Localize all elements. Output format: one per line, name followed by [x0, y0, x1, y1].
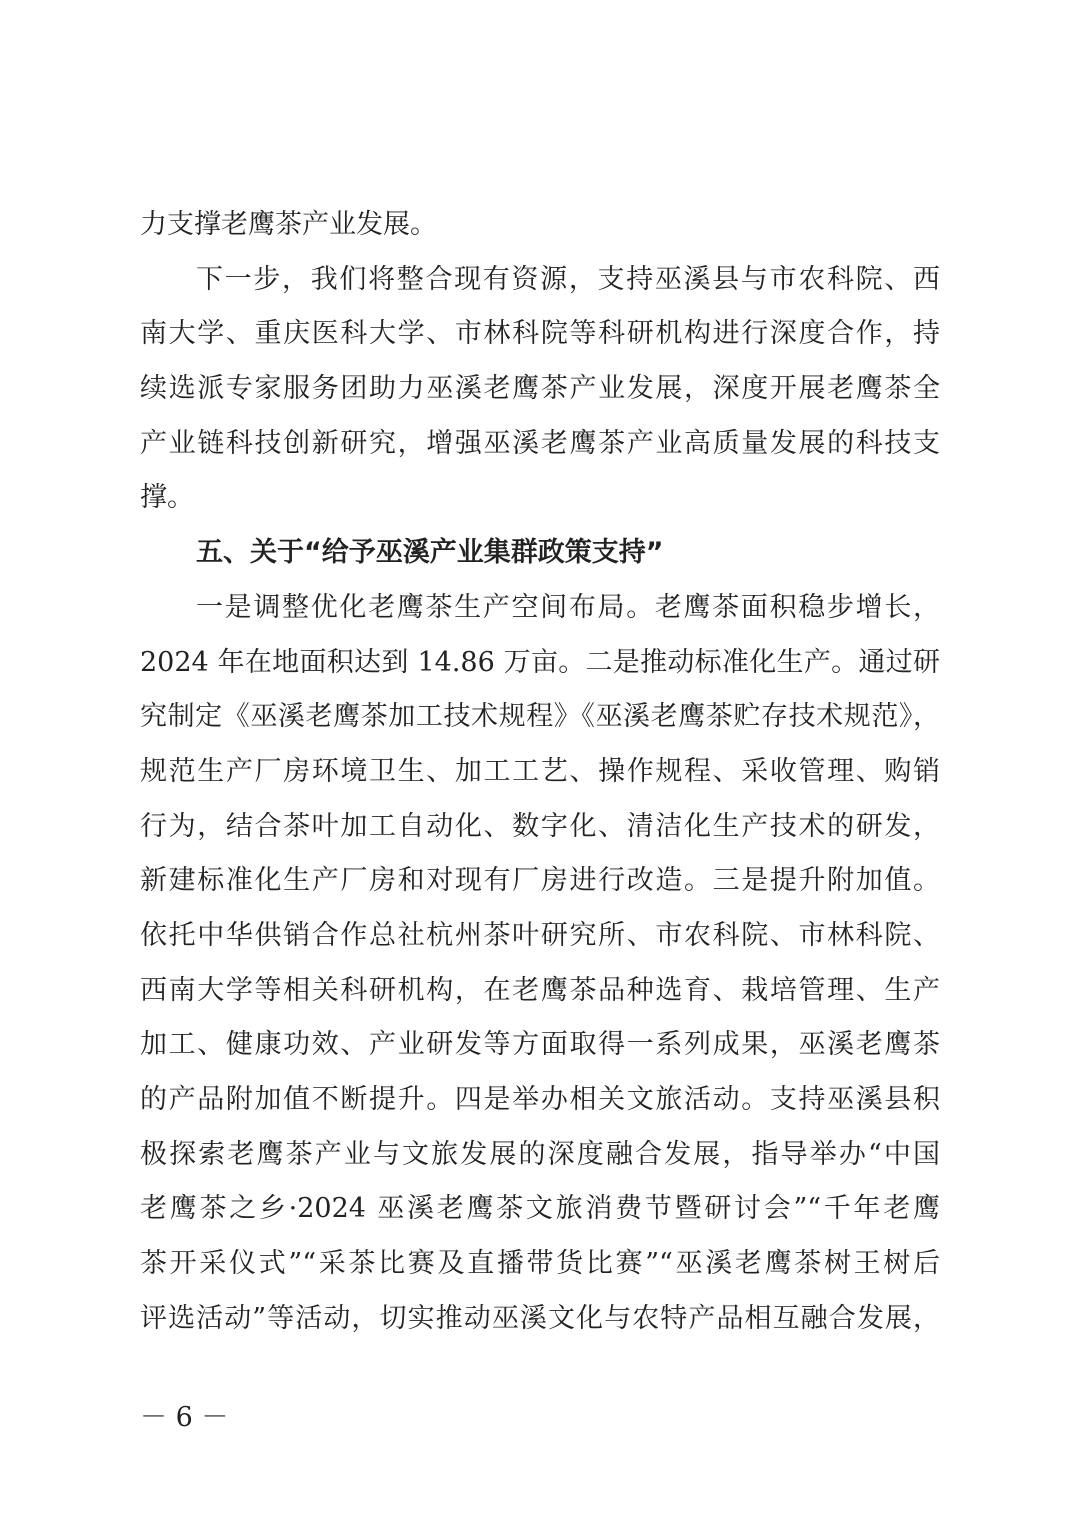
- text-line: 茶开采仪式”“采茶比赛及直播带货比赛”“巫溪老鹰茶树王树后: [140, 1248, 940, 1280]
- text-line: 的产品附加值不断提升。四是举办相关文旅活动。支持巫溪县积: [140, 1084, 940, 1115]
- text-line: 依托中华供销合作总社杭州茶叶研究所、市农科院、市林科院、: [140, 919, 940, 951]
- text-line: 2024 年在地面积达到 14.86 万亩。二是推动标准化生产。通过研: [140, 646, 940, 678]
- text-line: 西南大学等相关科研机构，在老鹰茶品种选育、栽培管理、生产: [140, 974, 940, 1006]
- text-line: 续选派专家服务团助力巫溪老鹰茶产业发展，深度开展老鹰茶全: [140, 373, 940, 405]
- text-line: 下一步，我们将整合现有资源，支持巫溪县与市农科院、西: [196, 263, 940, 295]
- text-line: 极探索老鹰茶产业与文旅发展的深度融合发展，指导举办“中国: [140, 1138, 940, 1170]
- text-line: 究制定《巫溪老鹰茶加工技术规程》《巫溪老鹰茶贮存技术规范》，: [140, 701, 940, 733]
- text-line: 新建标准化生产厂房和对现有厂房进行改造。三是提升附加值。: [140, 865, 940, 897]
- text-line: 南大学、重庆医科大学、市林科院等科研机构进行深度合作，持: [140, 318, 940, 350]
- text-line: 撑。: [140, 482, 194, 514]
- text-line: 一是调整优化老鹰茶生产空间布局。老鹰茶面积稳步增长，: [196, 591, 940, 623]
- text-line: 评选活动”等活动，切实推动巫溪文化与农特产品相互融合发展，: [140, 1302, 940, 1334]
- text-line: 力支撑老鹰茶产业发展。: [140, 209, 437, 240]
- body-text: [140, 198, 940, 1346]
- section-heading: 五、关于“给予巫溪产业集群政策支持”: [196, 537, 664, 569]
- text-line: 规范生产厂房环境卫生、加工工艺、操作规程、采收管理、购销: [140, 755, 940, 787]
- text-line: 行为，结合茶叶加工自动化、数字化、清洁化生产技术的研发，: [140, 810, 940, 842]
- text-line: 老鹰茶之乡·2024 巫溪老鹰茶文旅消费节暨研讨会”“千年老鹰: [140, 1193, 940, 1225]
- page-number: － 6 －: [140, 1402, 229, 1433]
- text-line: 加工、健康功效、产业研发等方面取得一系列成果，巫溪老鹰茶: [140, 1029, 940, 1061]
- text-line: 产业链科技创新研究，增强巫溪老鹰茶产业高质量发展的科技支: [140, 427, 940, 459]
